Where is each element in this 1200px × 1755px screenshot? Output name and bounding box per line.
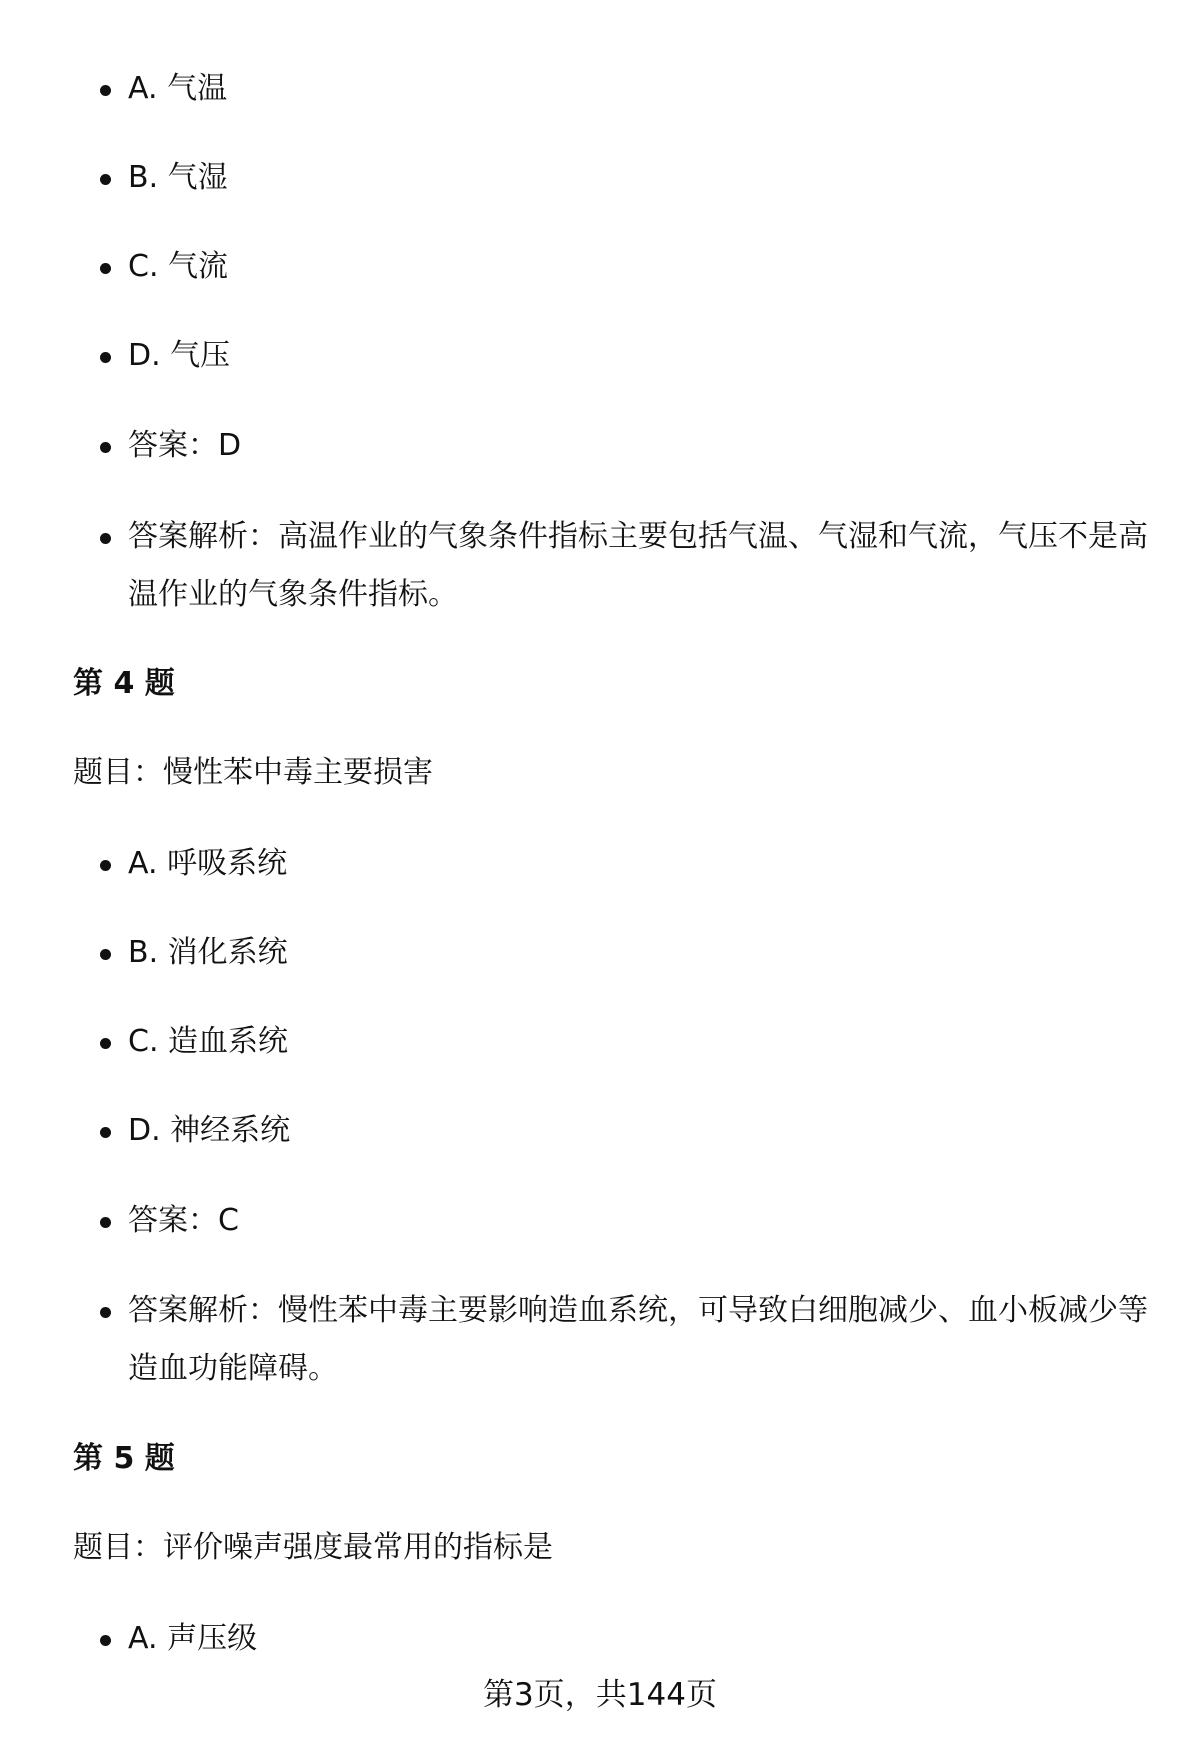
q5-option-a: A. 声压级 xyxy=(128,1610,1148,1668)
page-footer: 第3页，共144页 xyxy=(483,1677,717,1713)
q5-heading: 第 5 题 xyxy=(73,1441,175,1476)
q3-option-a: A. 气温 xyxy=(128,60,1148,118)
q3-answer: 答案：D xyxy=(128,417,1148,475)
q5-question: 题目：评价噪声强度最常用的指标是 xyxy=(73,1530,553,1565)
q3-option-d: D. 气压 xyxy=(128,327,1148,385)
q4-answer: 答案：C xyxy=(128,1192,1148,1250)
q4-option-c: C. 造血系统 xyxy=(128,1013,1148,1071)
q4-explanation: 答案解析：慢性苯中毒主要影响造血系统，可导致白细胞减少、血小板减少等造血功能障碍。 xyxy=(128,1282,1148,1398)
q3-option-c: C. 气流 xyxy=(128,238,1148,296)
q3-explanation: 答案解析：高温作业的气象条件指标主要包括气温、气湿和气流，气压不是高温作业的气象条件指标。 xyxy=(128,508,1148,624)
q4-option-b: B. 消化系统 xyxy=(128,924,1148,982)
q4-option-d: D. 神经系统 xyxy=(128,1102,1148,1160)
q4-option-a: A. 呼吸系统 xyxy=(128,835,1148,893)
q4-question: 题目：慢性苯中毒主要损害 xyxy=(73,755,433,790)
q3-option-b: B. 气湿 xyxy=(128,149,1148,207)
q4-heading: 第 4 题 xyxy=(73,666,175,701)
